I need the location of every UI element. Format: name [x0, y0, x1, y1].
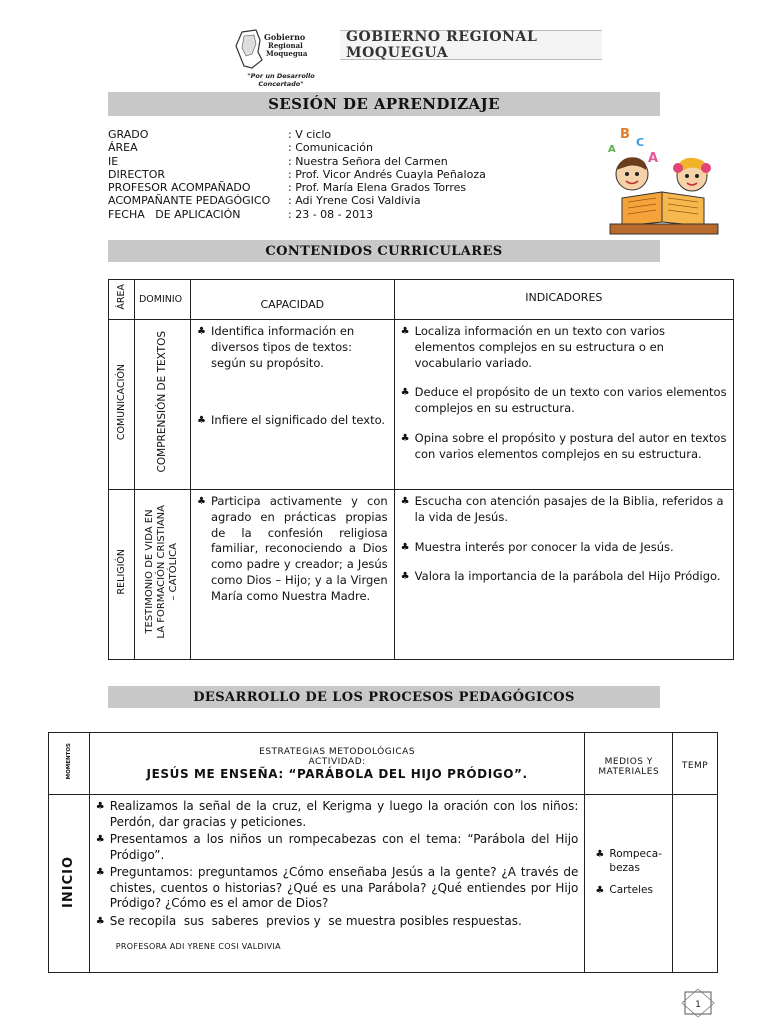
club-bullet-icon: ♣ [196, 326, 206, 337]
club-bullet-icon: ♣ [95, 801, 105, 812]
dominio-cell: COMPRENSIÓN DE TEXTOS [134, 320, 190, 490]
svg-text:Gobierno: Gobierno [264, 32, 306, 42]
svg-text:B: B [620, 127, 630, 142]
list-item: ♣ Rompeca- bezas [595, 848, 663, 874]
info-block [108, 128, 486, 221]
kids-reading-illustration [602, 118, 726, 240]
medios-cell [585, 795, 673, 973]
list-item: ♣ Preguntamos: preguntamos ¿Cómo enseñaba Jesús a la gente? ¿A través de chistes, cuentos o historias? ¿Qué es una Parábola? ¿Qué entiendes por Hijo Pródigo? ¿Cómo es el amor de Dios? [95, 865, 579, 910]
svg-text:A: A [648, 151, 659, 166]
slogan: "Por un Desarrollo Concertado" [247, 72, 315, 88]
area-cell: RELIGIÓN [109, 490, 135, 660]
table-row [109, 320, 734, 490]
list-item: ♣ Carteles [595, 883, 668, 899]
club-bullet-icon: ♣ [400, 387, 410, 399]
list-item: ♣ Escucha con atención pasajes de la Biblia, referidos a la vida de Jesús. [400, 494, 724, 524]
header-momentos: MOMENTOS [49, 733, 90, 795]
table-header-row [49, 733, 718, 795]
club-bullet-icon: ♣ [95, 867, 105, 878]
section-title-desarrollo: DESARROLLO DE LOS PROCESOS PEDAGÓGICOS [108, 686, 660, 708]
club-bullet-icon: ♣ [95, 915, 105, 927]
list-item: ♣ Participa activamente y con agrado en prácticas propias de la confesión religiosa familiar, reconociendo a Dios como padre y creador; a Jesús como Dios – Hijo; y a la Virgen María como Nuestra Madre. [196, 494, 388, 603]
club-bullet-icon: ♣ [400, 496, 410, 507]
page-number [681, 988, 715, 1018]
club-bullet-icon: ♣ [595, 885, 605, 896]
list-item: ♣ Presentamos a los niños un rompecabezas con el tema: “Parábola del Hijo Pródigo”. [95, 832, 579, 862]
svg-text:A: A [608, 144, 616, 155]
svg-text:Moquegua: Moquegua [266, 49, 308, 58]
activity-title: JESÚS ME ENSEÑA: “PARÁBOLA DEL HIJO PRÓDIGO”. [146, 767, 528, 781]
list-item: ♣ Opina sobre el propósito y postura del autor en textos con varios elementos complejos en su estructura. [400, 430, 727, 461]
svg-text:Regional: Regional [268, 41, 303, 50]
table-header-row [109, 280, 734, 320]
club-bullet-icon: ♣ [400, 432, 410, 444]
club-bullet-icon: ♣ [95, 834, 105, 845]
temp-cell [673, 795, 718, 973]
list-item: ♣ Se recopila sus saberes previos y se muestra posibles respuestas. [95, 913, 522, 928]
gov-banner: GOBIERNO REGIONAL MOQUEGUA [340, 30, 602, 60]
section-title-contenidos: CONTENIDOS CURRICULARES [108, 240, 660, 262]
header-temp: TEMP [673, 733, 718, 795]
header-estrategias: ESTRATEGIAS METODOLÓGICAS ACTIVIDAD: JESÚS ME ENSEÑA: “PARÁBOLA DEL HIJO PRÓDIGO”. [89, 733, 585, 795]
info-row: DIRECTOR : Prof. Vicor Andrés Cuayla Peñaloza [108, 167, 486, 181]
table-row [109, 490, 734, 660]
curriculum-table [108, 279, 734, 660]
svg-text:C: C [636, 136, 645, 149]
table-row [49, 795, 718, 973]
club-bullet-icon: ♣ [196, 496, 206, 507]
list-item: ♣ Valora la importancia de la parábola del Hijo Pródigo. [400, 569, 721, 584]
list-item: ♣ Localiza información en un texto con varios elementos complejos en su estructura o en vocabulario variado. [400, 324, 665, 370]
info-row: IE : Nuestra Señora del Carmen [108, 154, 448, 168]
dominio-cell: TESTIMONIO DE VIDA EN LA FORMACIÓN CRISTIANA – CATÓLICA [134, 490, 190, 660]
club-bullet-icon: ♣ [400, 326, 410, 337]
header-indicadores: INDICADORES [394, 280, 733, 320]
club-bullet-icon: ♣ [595, 849, 605, 860]
header-area: ÁREA [109, 280, 135, 320]
club-bullet-icon: ♣ [400, 541, 410, 553]
list-item: ♣ Identifica información en diversos tipos de textos: según su propósito. [196, 324, 355, 370]
indicadores-cell [394, 320, 733, 490]
list-item: ♣ Deduce el propósito de un texto con varios elementos complejos en su estructura. [400, 385, 727, 416]
header-medios: MEDIOS Y MATERIALES [585, 733, 673, 795]
info-row: ACOMPAÑANTE PEDAGÓGICO : Adi Yrene Cosi Valdivia [108, 194, 421, 208]
indicadores-cell [394, 490, 733, 660]
info-row: ÁREA : Comunicación [108, 141, 373, 155]
header-dominio: DOMINIO [134, 280, 190, 320]
area-cell: COMUNICACIÓN [109, 320, 135, 490]
club-bullet-icon: ♣ [400, 571, 410, 583]
page-title: SESIÓN DE APRENDIZAJE [108, 92, 660, 116]
list-item: ♣ Realizamos la señal de la cruz, el Kerigma y luego la oración con los niños: Perdón, dar gracias y peticiones. [95, 799, 579, 829]
header-capacidad: CAPACIDAD [190, 280, 394, 320]
estrategias-cell [89, 795, 585, 973]
capacidad-cell [190, 320, 394, 490]
momento-cell: INICIO [49, 795, 90, 973]
info-row: GRADO : V ciclo [108, 128, 332, 141]
info-row: PROFESOR ACOMPAÑADO : Prof. María Elena Grados Torres [108, 181, 467, 195]
process-table [48, 732, 718, 973]
capacidad-cell [190, 490, 394, 660]
svg-text:1: 1 [695, 1000, 701, 1010]
club-bullet-icon: ♣ [196, 415, 206, 427]
list-item: ♣ Muestra interés por conocer la vida de Jesús. [400, 539, 674, 554]
info-row: FECHA DE APLICACIÓN : 23 - 08 - 2013 [108, 207, 374, 221]
list-item: ♣ Infiere el significado del texto. [196, 413, 386, 428]
teacher-signature: PROFESORA ADI YRENE COSI VALDIVIA [115, 942, 281, 952]
